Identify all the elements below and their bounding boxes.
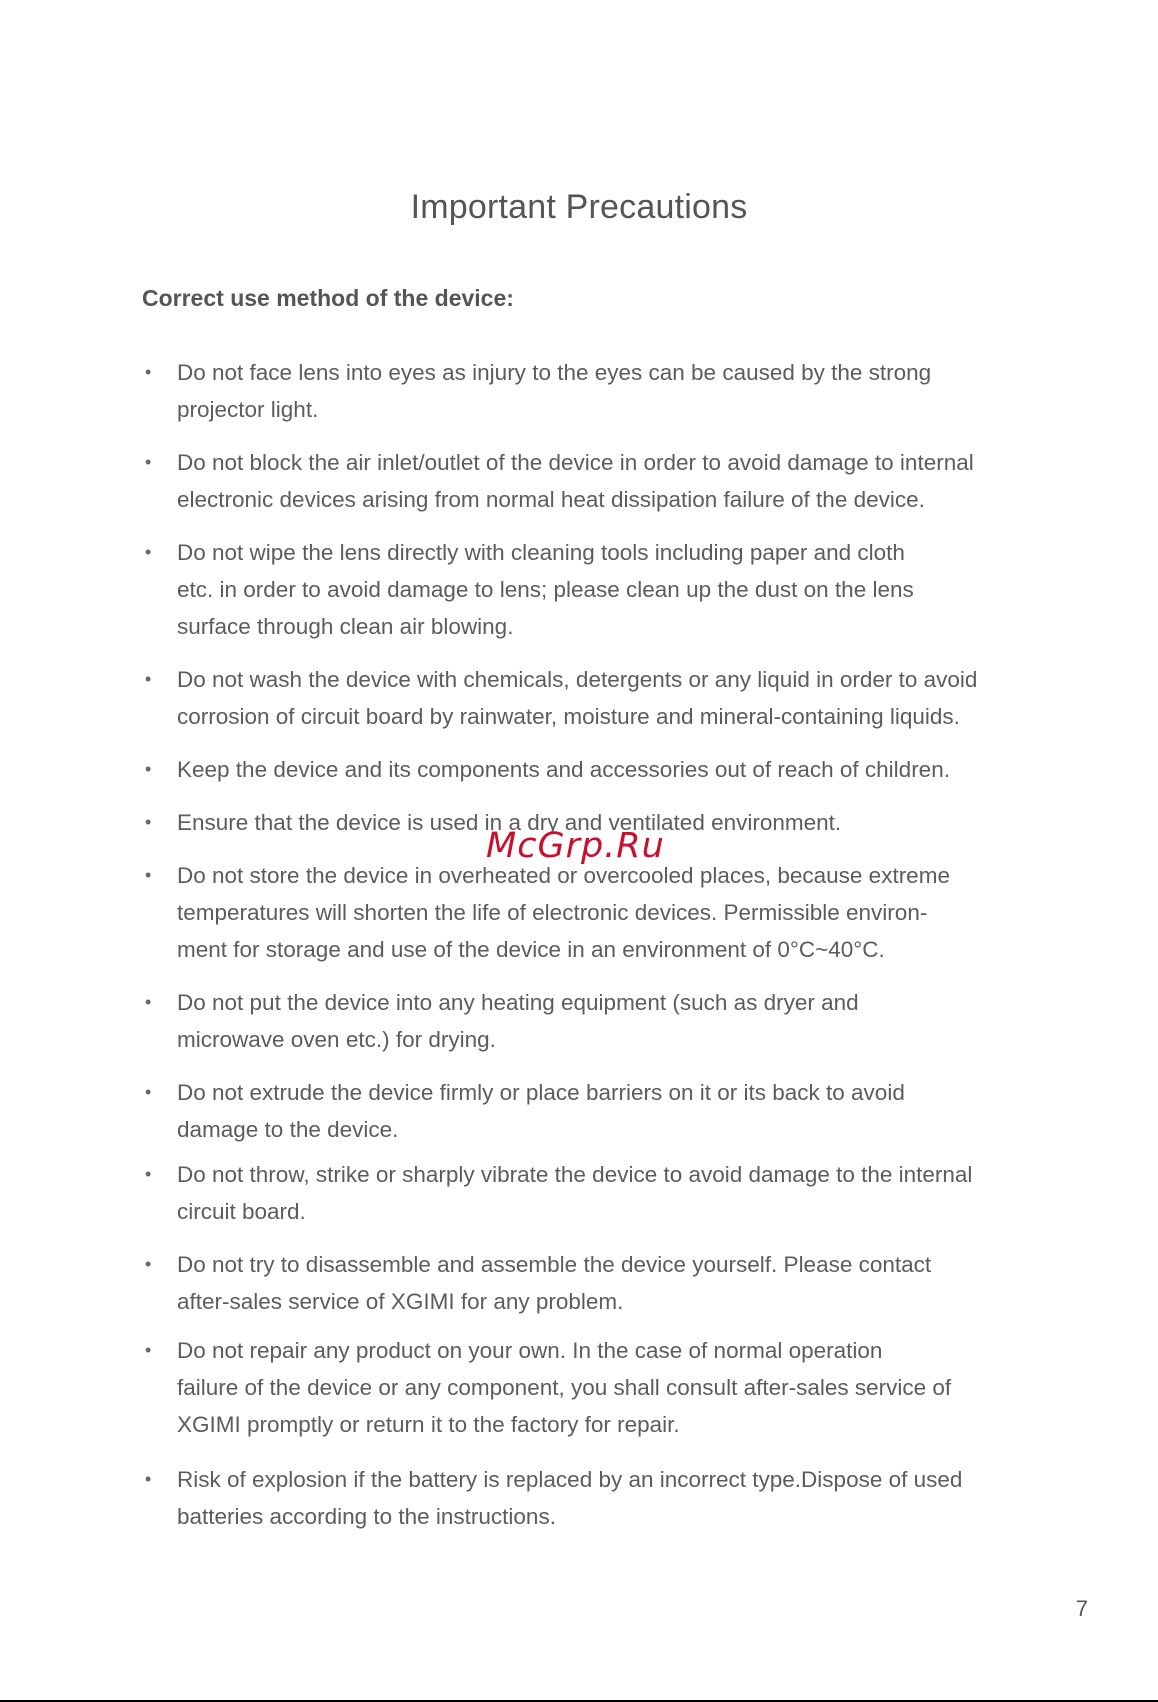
section-heading: Correct use method of the device: [142, 285, 514, 311]
precaution-line: Do not put the device into any heating equipment (such as dryer and [177, 990, 859, 1015]
precaution-line: Keep the device and its components and accessories out of reach of children. [177, 757, 950, 782]
precaution-line: Do not repair any product on your own. In the case of normal operation [177, 1338, 883, 1363]
precaution-line: projector light. [177, 397, 319, 422]
precaution-line: Do not throw, strike or sharply vibrate the device to avoid damage to the internal [177, 1162, 973, 1187]
precaution-line: electronic devices arising from normal heat dissipation failure of the device. [177, 487, 925, 512]
precaution-line: ment for storage and use of the device in an environment of 0°C~40°C. [177, 937, 885, 962]
bullet-icon: • [145, 362, 152, 382]
precaution-line: corrosion of circuit board by rainwater, moisture and mineral-containing liquids. [177, 704, 960, 729]
precaution-line: Do not face lens into eyes as injury to the eyes can be caused by the strong [177, 360, 932, 385]
precaution-item [142, 1332, 1042, 1443]
precaution-item [142, 857, 1042, 968]
watermark-logo: McGrp.Ru [486, 826, 665, 866]
precaution-item [142, 534, 1042, 645]
precaution-line: microwave oven etc.) for drying. [177, 1027, 496, 1052]
precaution-line: temperatures will shorten the life of electronic devices. Permissible environ- [177, 900, 928, 925]
bullet-icon: • [145, 1469, 152, 1489]
precaution-item [142, 984, 1042, 1058]
bullet-icon: • [145, 452, 152, 472]
bullet-icon: • [145, 1164, 152, 1184]
precaution-item [142, 661, 1042, 735]
bullet-icon: • [145, 865, 152, 885]
precaution-item [142, 444, 1042, 518]
page-number: 7 [1075, 1596, 1088, 1621]
bullet-icon: • [145, 669, 152, 689]
precautions-list [142, 338, 1042, 1535]
precaution-line: Do not extrude the device firmly or place barriers on it or its back to avoid [177, 1080, 905, 1105]
bullet-icon: • [145, 1082, 152, 1102]
bullet-icon: • [145, 992, 152, 1012]
precaution-line: Do not store the device in overheated or overcooled places, because extreme [177, 863, 950, 888]
precaution-item [142, 1246, 1042, 1320]
precaution-line: circuit board. [177, 1199, 306, 1224]
precaution-line: etc. in order to avoid damage to lens; please clean up the dust on the lens [177, 577, 914, 602]
precaution-line: Do not wash the device with chemicals, detergents or any liquid in order to avoid [177, 667, 978, 692]
precaution-line: Ensure that the device is used in a dry and ventilated environment. [177, 810, 842, 835]
bullet-icon: • [145, 759, 152, 779]
precaution-line: surface through clean air blowing. [177, 614, 514, 639]
precaution-item [142, 1074, 1042, 1148]
bullet-icon: • [145, 1340, 152, 1360]
precaution-line: XGIMI promptly or return it to the factory for repair. [177, 1412, 680, 1437]
precaution-line: after-sales service of XGIMI for any problem. [177, 1289, 624, 1314]
precaution-line: Do not block the air inlet/outlet of the device in order to avoid damage to internal [177, 450, 974, 475]
precaution-item [142, 354, 1042, 428]
precaution-line: Do not try to disassemble and assemble the device yourself. Please contact [177, 1252, 932, 1277]
bullet-icon: • [145, 542, 152, 562]
precaution-line: batteries according to the instructions. [177, 1504, 556, 1529]
bullet-icon: • [145, 812, 152, 832]
page-title: Important Precautions [410, 188, 748, 226]
precaution-item [142, 1461, 1042, 1535]
precaution-line: failure of the device or any component, you shall consult after-sales service of [177, 1375, 952, 1400]
precaution-item [142, 1156, 1042, 1230]
bullet-icon: • [145, 1254, 152, 1274]
precaution-line: damage to the device. [177, 1117, 399, 1142]
precaution-item [142, 751, 1042, 788]
precaution-line: Risk of explosion if the battery is replaced by an incorrect type.Dispose of used [177, 1467, 963, 1492]
precaution-line: Do not wipe the lens directly with cleaning tools including paper and cloth [177, 540, 905, 565]
